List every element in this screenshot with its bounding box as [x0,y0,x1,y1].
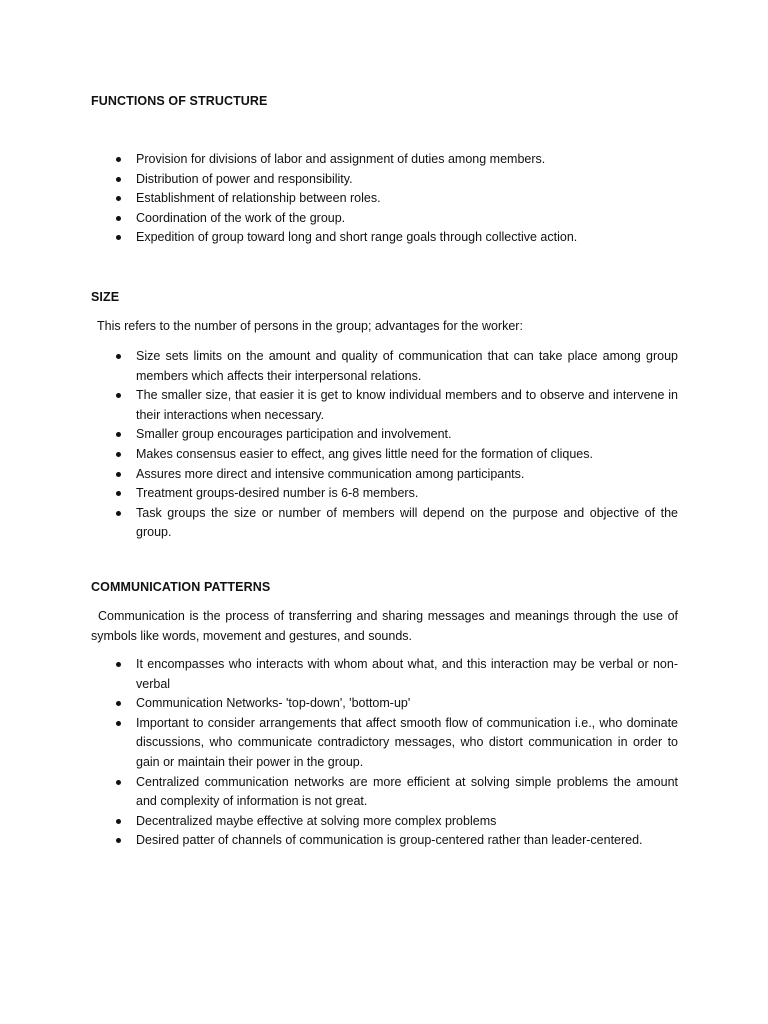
bullet-icon [116,432,121,437]
bullet-icon [116,491,121,496]
bullet-icon [116,452,121,457]
list-item: Desired patter of channels of communication is group-centered rather than leader-centered. [0,831,678,851]
size-bullet-list [0,347,768,543]
bullet-icon [116,511,121,516]
communication-intro-paragraph: Communication is the process of transferring and sharing messages and meanings through the use of symbols like words, movement and gestures, and sounds. [91,609,678,643]
bullet-icon [116,838,121,843]
list-item: Task groups the size or number of members will depend on the purpose and objective of the group. [0,504,678,543]
section-heading-functions-of-structure: FUNCTIONS OF STRUCTURE [91,94,268,108]
bullet-icon [116,177,121,182]
bullet-icon [116,196,121,201]
list-item: Expedition of group toward long and short range goals through collective action. [0,228,678,248]
list-item: Provision for divisions of labor and assignment of duties among members. [0,150,678,170]
list-item: Assures more direct and intensive communication among participants. [0,465,678,485]
bullet-icon [116,157,121,162]
bullet-icon [116,354,121,359]
list-item: Size sets limits on the amount and quality of communication that can take place among group members which affects their interpersonal relations. [0,347,678,386]
size-intro-paragraph: This refers to the number of persons in the group; advantages for the worker: [97,319,523,333]
list-item: Centralized communication networks are more efficient at solving simple problems the amount and complexity of information is not great. [0,773,678,812]
list-item: Treatment groups-desired number is 6-8 members. [0,484,678,504]
list-item: Important to consider arrangements that affect smooth flow of communication i.e., who dominate discussions, who communicate contradictory messages, who distort communication in order to gain or maintain their power in the group. [0,714,678,773]
section-heading-communication-patterns: COMMUNICATION PATTERNS [91,580,271,594]
list-item: Decentralized maybe effective at solving more complex problems [0,812,678,832]
bullet-icon [116,472,121,477]
list-item: Makes consensus easier to effect, ang gives little need for the formation of cliques. [0,445,678,465]
functions-bullet-list [0,150,768,248]
communication-bullet-list [0,655,768,851]
list-item: The smaller size, that easier it is get to know individual members and to observe and intervene in their interactions when necessary. [0,386,678,425]
bullet-icon [116,780,121,785]
bullet-icon [116,721,121,726]
bullet-icon [116,216,121,221]
list-item: Communication Networks- 'top-down', 'bottom-up' [0,694,678,714]
list-item: It encompasses who interacts with whom about what, and this interaction may be verbal or non-verbal [0,655,678,694]
section-heading-size: SIZE [91,290,120,304]
bullet-icon [116,819,121,824]
list-item: Coordination of the work of the group. [0,209,678,229]
bullet-icon [116,662,121,667]
bullet-icon [116,393,121,398]
bullet-icon [116,235,121,240]
bullet-icon [116,701,121,706]
list-item: Smaller group encourages participation and involvement. [0,425,678,445]
list-item: Distribution of power and responsibility. [0,170,678,190]
list-item: Establishment of relationship between roles. [0,189,678,209]
